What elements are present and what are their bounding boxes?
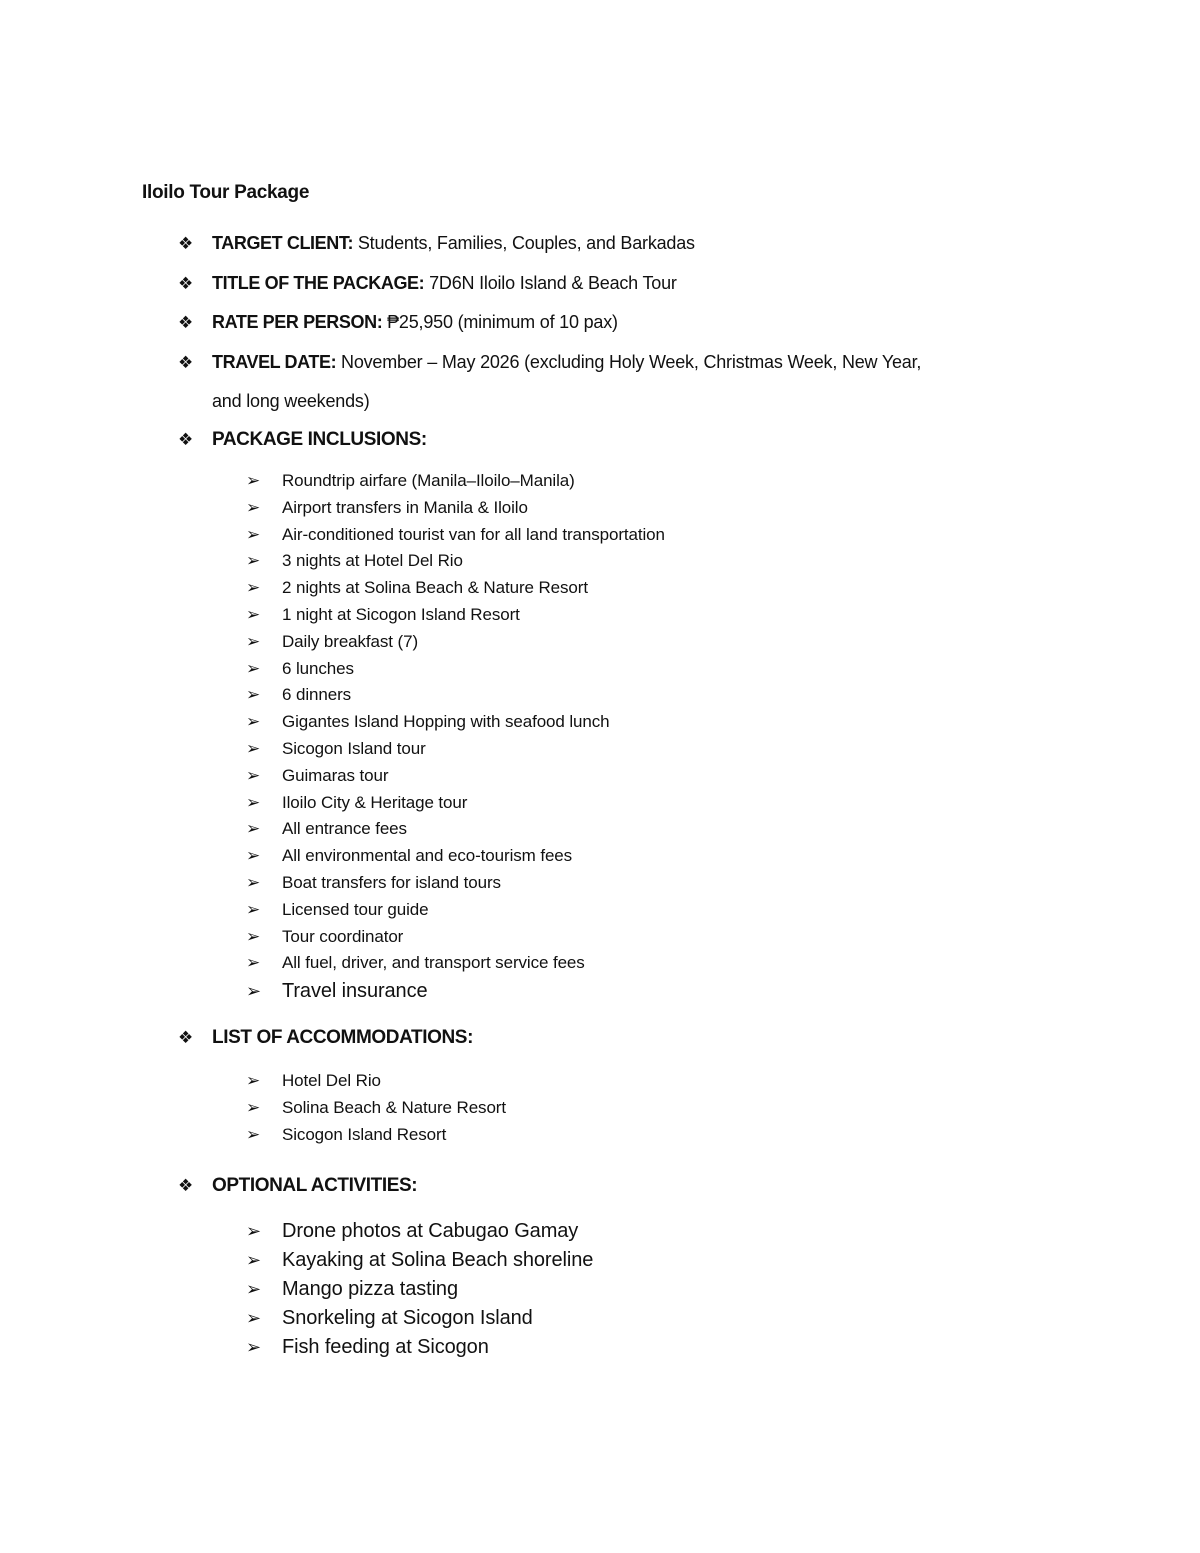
arrowhead-bullet-icon: ➢ bbox=[246, 631, 261, 652]
list-item: ➢ 6 lunches bbox=[246, 656, 665, 683]
arrowhead-bullet-icon: ➢ bbox=[246, 926, 261, 947]
list-item: ➢ 6 dinners bbox=[246, 682, 665, 709]
arrowhead-bullet-icon: ➢ bbox=[246, 738, 261, 759]
arrowhead-bullet-icon: ➢ bbox=[246, 953, 261, 974]
arrowhead-bullet-icon: ➢ bbox=[246, 1221, 261, 1242]
arrowhead-bullet-icon: ➢ bbox=[246, 551, 261, 572]
travel-date-label: TRAVEL DATE: bbox=[212, 352, 337, 372]
list-item: ➢ Daily breakfast (7) bbox=[246, 629, 665, 656]
arrowhead-bullet-icon: ➢ bbox=[246, 872, 261, 893]
list-item: ➢ Mango pizza tasting bbox=[246, 1275, 593, 1304]
list-item: ➢ Sicogon Island tour bbox=[246, 736, 665, 763]
list-item: ➢ Air-conditioned tourist van for all land transportation bbox=[246, 522, 665, 549]
document-title: Iloilo Tour Package bbox=[142, 182, 310, 203]
field-package-title bbox=[178, 270, 1008, 296]
four-diamond-bullet-icon: ❖ bbox=[178, 1028, 193, 1048]
list-item: ➢ Boat transfers for island tours bbox=[246, 870, 665, 897]
arrowhead-bullet-icon: ➢ bbox=[246, 524, 261, 545]
four-diamond-bullet-icon: ❖ bbox=[178, 234, 194, 254]
arrowhead-bullet-icon: ➢ bbox=[246, 792, 261, 813]
field-travel-date bbox=[178, 349, 1008, 414]
field-target-client bbox=[178, 230, 1008, 256]
target-client-label: TARGET CLIENT: bbox=[212, 233, 354, 253]
list-item: ➢ 1 night at Sicogon Island Resort bbox=[246, 602, 665, 629]
list-item: ➢ Fish feeding at Sicogon bbox=[246, 1333, 593, 1362]
list-item: ➢ Solina Beach & Nature Resort bbox=[246, 1095, 506, 1122]
package-title-value: 7D6N Iloilo Island & Beach Tour bbox=[429, 273, 677, 293]
arrowhead-bullet-icon: ➢ bbox=[246, 685, 261, 706]
arrowhead-bullet-icon: ➢ bbox=[246, 1250, 261, 1271]
list-item: ➢ Drone photos at Cabugao Gamay bbox=[246, 1217, 593, 1246]
field-rate-per-person bbox=[178, 309, 1008, 335]
travel-date-value-line2: and long weekends) bbox=[212, 391, 370, 411]
rate-value: ₱25,950 (minimum of 10 pax) bbox=[387, 312, 618, 332]
arrowhead-bullet-icon: ➢ bbox=[246, 1308, 261, 1329]
list-item: ➢ Iloilo City & Heritage tour bbox=[246, 790, 665, 817]
list-item: ➢ 3 nights at Hotel Del Rio bbox=[246, 548, 665, 575]
travel-date-value-line1: November – May 2026 (excluding Holy Week, Christmas Week, New Year, bbox=[341, 352, 922, 372]
arrowhead-bullet-icon: ➢ bbox=[246, 1124, 261, 1145]
list-item: ➢ Airport transfers in Manila & Iloilo bbox=[246, 495, 665, 522]
list-item: ➢ 2 nights at Solina Beach & Nature Resort bbox=[246, 575, 665, 602]
four-diamond-bullet-icon: ❖ bbox=[178, 430, 193, 450]
arrowhead-bullet-icon: ➢ bbox=[246, 899, 261, 920]
arrowhead-bullet-icon: ➢ bbox=[246, 712, 261, 733]
package-title-label: TITLE OF THE PACKAGE: bbox=[212, 273, 425, 293]
optional-activities-heading: ❖ OPTIONAL ACTIVITIES: bbox=[178, 1175, 418, 1196]
rate-label: RATE PER PERSON: bbox=[212, 312, 383, 332]
four-diamond-bullet-icon: ❖ bbox=[178, 274, 194, 294]
list-item: ➢ Hotel Del Rio bbox=[246, 1068, 506, 1095]
four-diamond-bullet-icon: ❖ bbox=[178, 1176, 193, 1196]
list-item: ➢ Licensed tour guide bbox=[246, 897, 665, 924]
arrowhead-bullet-icon: ➢ bbox=[246, 1337, 261, 1358]
accommodations-list bbox=[246, 1068, 506, 1148]
list-item: ➢ Snorkeling at Sicogon Island bbox=[246, 1304, 593, 1333]
target-client-value: Students, Families, Couples, and Barkadas bbox=[357, 233, 695, 253]
list-item: ➢ All fuel, driver, and transport service fees bbox=[246, 950, 665, 977]
arrowhead-bullet-icon: ➢ bbox=[246, 471, 261, 491]
arrowhead-bullet-icon: ➢ bbox=[246, 578, 261, 599]
arrowhead-bullet-icon: ➢ bbox=[246, 604, 261, 625]
four-diamond-bullet-icon: ❖ bbox=[178, 353, 194, 373]
list-item: ➢ Guimaras tour bbox=[246, 763, 665, 790]
inclusions-list bbox=[246, 468, 665, 1006]
list-item: ➢ All entrance fees bbox=[246, 816, 665, 843]
list-item: ➢ Roundtrip airfare (Manila–Iloilo–Manila) bbox=[246, 468, 665, 495]
list-item: ➢ Tour coordinator bbox=[246, 924, 665, 951]
arrowhead-bullet-icon: ➢ bbox=[246, 1071, 261, 1091]
four-diamond-bullet-icon: ❖ bbox=[178, 313, 194, 333]
accommodations-heading: ❖ LIST OF ACCOMMODATIONS: bbox=[178, 1027, 473, 1048]
arrowhead-bullet-icon: ➢ bbox=[246, 846, 261, 867]
arrowhead-bullet-icon: ➢ bbox=[246, 658, 261, 679]
arrowhead-bullet-icon: ➢ bbox=[246, 1097, 261, 1118]
arrowhead-bullet-icon: ➢ bbox=[246, 819, 261, 840]
optional-activities-list bbox=[246, 1217, 593, 1362]
inclusions-heading: ❖ PACKAGE INCLUSIONS: bbox=[178, 429, 427, 450]
arrowhead-bullet-icon: ➢ bbox=[246, 1279, 261, 1300]
list-item: ➢ Travel insurance bbox=[246, 977, 665, 1006]
arrowhead-bullet-icon: ➢ bbox=[246, 981, 261, 1003]
list-item: ➢ Sicogon Island Resort bbox=[246, 1122, 506, 1149]
list-item: ➢ Gigantes Island Hopping with seafood lunch bbox=[246, 709, 665, 736]
list-item: ➢ All environmental and eco-tourism fees bbox=[246, 843, 665, 870]
arrowhead-bullet-icon: ➢ bbox=[246, 497, 261, 518]
list-item: ➢ Kayaking at Solina Beach shoreline bbox=[246, 1246, 593, 1275]
arrowhead-bullet-icon: ➢ bbox=[246, 765, 261, 786]
